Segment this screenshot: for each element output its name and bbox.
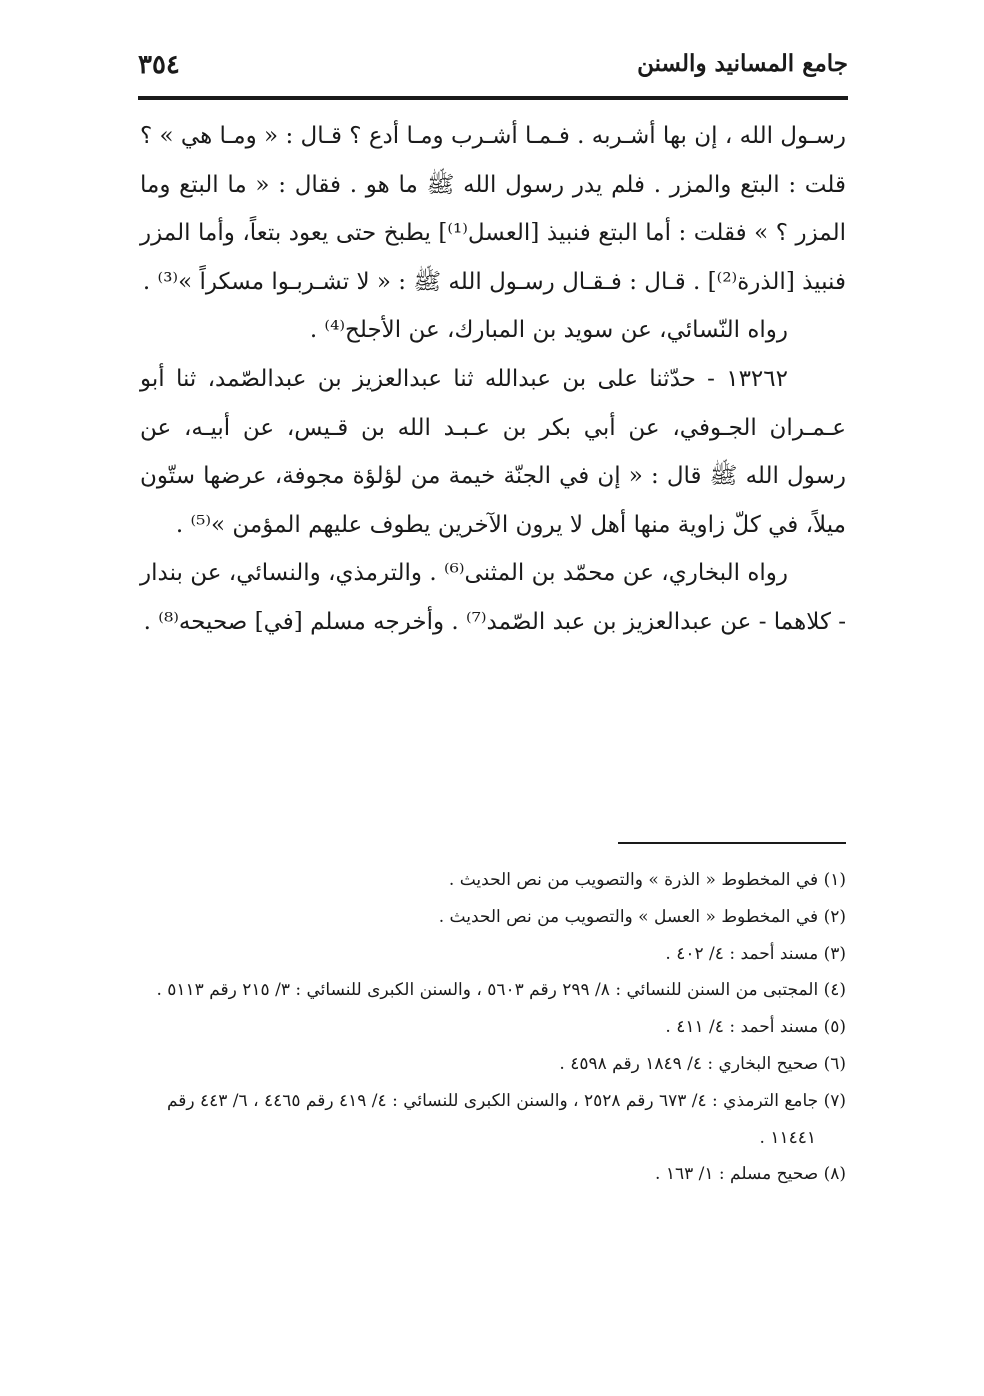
page-header (138, 44, 848, 94)
main-text (140, 112, 846, 647)
footnote-1: (١) في المخطوط « الذرة » والتصويب من نص الحديث . (448, 870, 846, 890)
footnote-rule (618, 842, 846, 844)
header-rule (138, 96, 848, 100)
running-title: جامع المسانيد والسنن (637, 50, 848, 77)
hadith-text-continuation: رسـول الله ، إن بها أشـربه . فـمـا أشـرب ومـا أدع ؟ قـال : « ومـا هي » ؟ قلت : البتع والمزر . فلم يدر رسول الله ﷺ ما هو . فقال : « ما البتع وما المزر ؟ » فقلت : أما البتع فنبيذ [العسل⁽¹⁾] يطبخ حتى يعود بتعاً، وأما المزر فنبيذ [الذرة⁽²⁾] . قـال : فـقـال رسـول الله ﷺ : « لا تشـربـوا مسكراً »⁽³⁾ . (140, 123, 846, 295)
narration-note: رواه النّسائي، عن سويد بن المبارك، عن الأجلح⁽⁴⁾ . (309, 317, 788, 344)
footnotes-list (138, 862, 846, 1193)
footnote-8: (٨) صحيح مسلم : ١/ ١٦٣ . (655, 1164, 846, 1185)
footnote-5: (٥) مسند أحمد : ٤/ ٤١١ . (665, 1017, 846, 1038)
narration-note: رواه البخاري، عن محمّد بن المثنى⁽⁶⁾ . والترمذي، والنسائي، عن بندار - كلاهما - عن عبدالعزيز بن عبد الصّمد⁽⁷⁾ . وأخرجه مسلم [في] صحيحه⁽⁸⁾ . (140, 560, 846, 635)
footnote-3: (٣) مسند أحمد : ٤/ ٤٠٢ . (665, 943, 846, 964)
footnote-4: (٤) المجتبى من السنن للنسائي : ٨/ ٢٩٩ رقم ٥٦٠٣ ، والسنن الكبرى للنسائي : ٣/ ٢١٥ رقم ٥١١٣ . (156, 980, 846, 1001)
hadith-13262: ١٣٢٦٢ - حدّثنا على بن عبدالله ثنا عبدالعزيز بن عبدالصّمد، ثنا أبو عـمـران الجـوفي، عن أبي بكر بن عـبـد الله بن قـيس، عن أبيـه، عن رسول الله ﷺ قال : « إن في الجنّة خيمة من لؤلؤة مجوفة، عرضها ستّون ميلاً، في كلّ زاوية منها أهل لا يرون الآخرين يطوف عليهم المؤمن »⁽⁵⁾ . (140, 365, 846, 538)
page-number: ٣٥٤ (138, 50, 180, 80)
footnote-6: (٦) صحيح البخاري : ٤/ ١٨٤٩ رقم ٤٥٩٨ . (559, 1053, 846, 1074)
footnote-7: (٧) جامع الترمذي : ٤/ ٦٧٣ رقم ٢٥٢٨ ، والسنن الكبرى للنسائي : ٤/ ٤١٩ رقم ٤٤٦٥ ، ٦/ ٤٤٣ رقم ١١٤٤١ . (166, 1090, 846, 1148)
footnote-2: (٢) في المخطوط « العسل » والتصويب من نص الحديث . (438, 906, 846, 927)
